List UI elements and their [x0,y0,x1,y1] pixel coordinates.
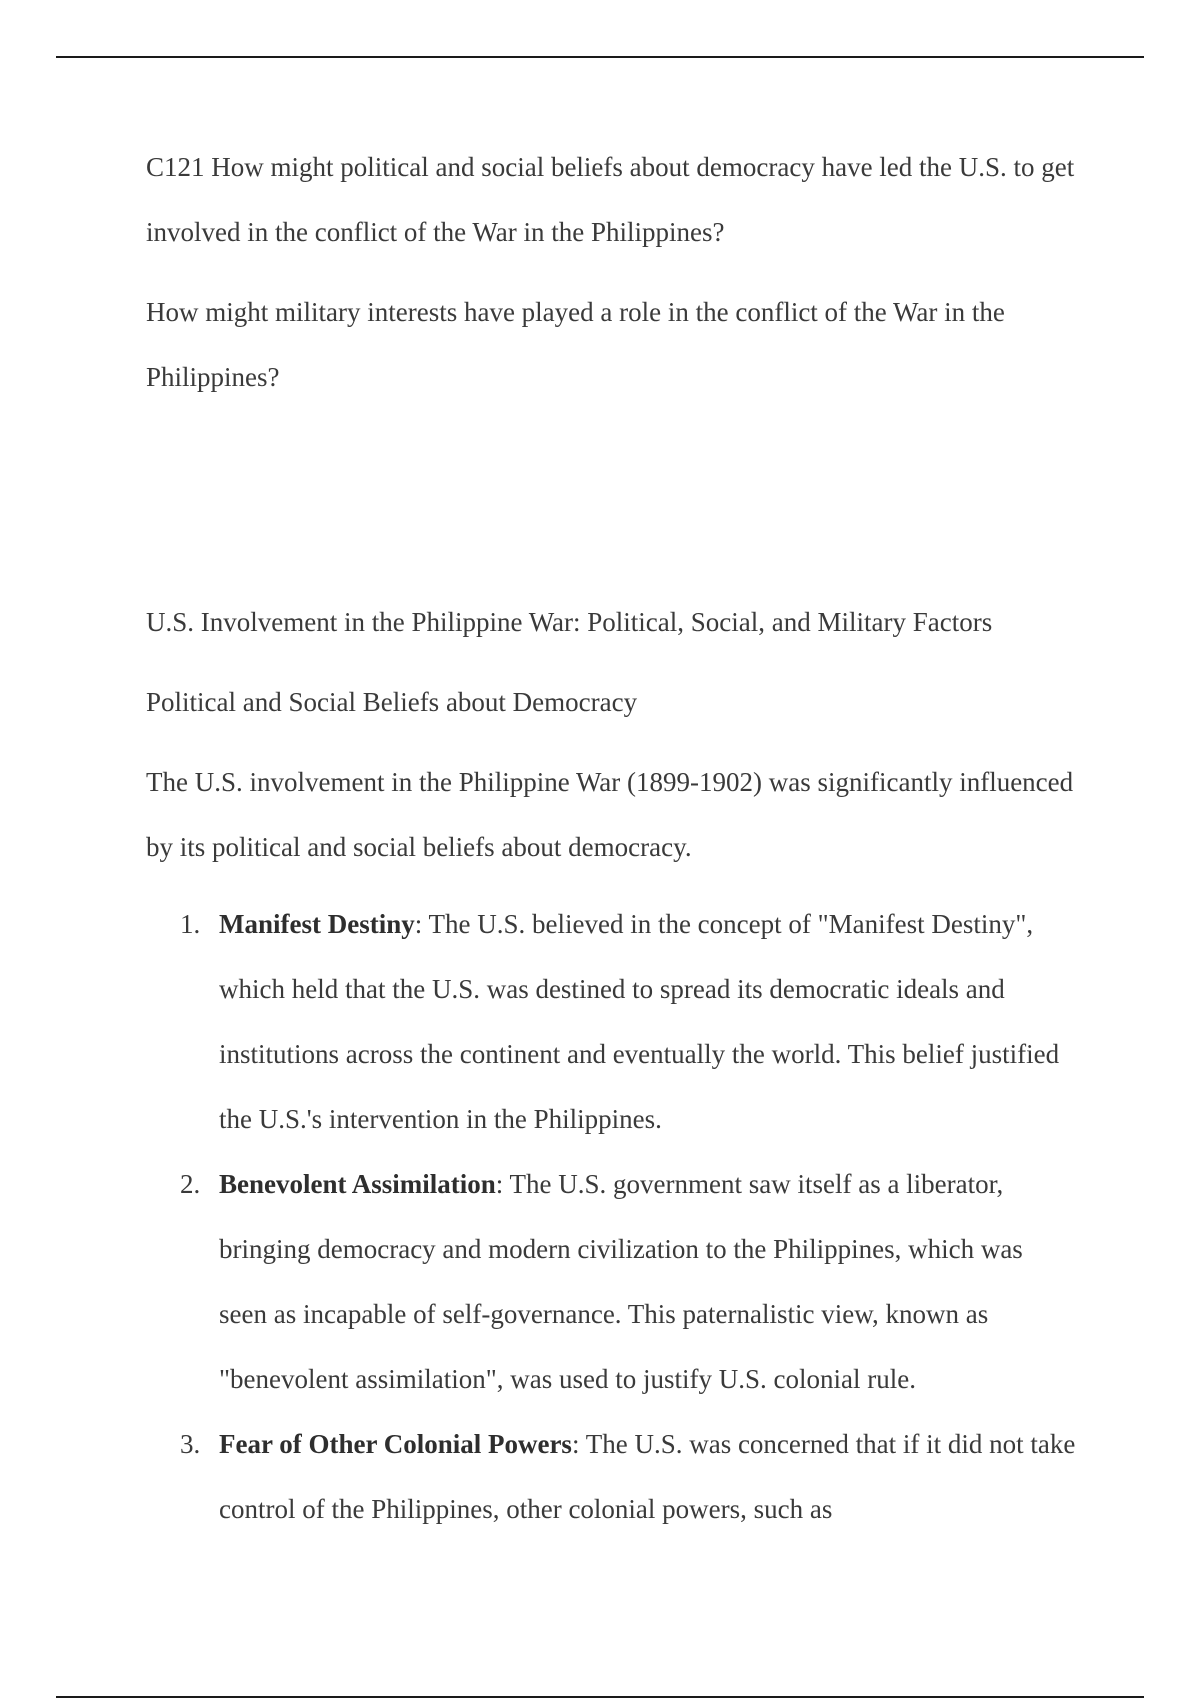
list-text: : The U.S. government saw itself as a liberator, bringing democracy and modern civilization to the Philippines, which was seen as incapable of self-governance. This paternalistic view, known as "benevolent assimilation", was used to justify U.S. colonial rule. [219,1169,1023,1394]
list-term: Manifest Destiny [219,909,415,939]
section-heading: Political and Social Beliefs about Democracy [146,687,638,717]
list-number: 2. [180,1169,201,1199]
header-rule [56,56,1144,58]
list-item [146,1152,1076,1412]
list-text: : The U.S. was concerned that if it did not take control of the Philippines, other colonial powers, such as [219,1429,1076,1524]
list-term: Benevolent Assimilation [219,1169,496,1199]
list-item [146,892,1076,1152]
list-text: : The U.S. believed in the concept of "Manifest Destiny", which held that the U.S. was destined to spread its democratic ideals and institutions across the continent and eventually the world. This belief justified the U.S.'s intervention in the Philippines. [219,909,1060,1134]
question-2: How might military interests have played a role in the conflict of the War in the Philippines? [146,297,1005,392]
list-number: 1. [180,909,201,939]
document-body [146,135,1076,1542]
list-item [146,1412,1076,1542]
factors-list [146,892,1076,1542]
list-term: Fear of Other Colonial Powers [219,1429,572,1459]
intro-paragraph: The U.S. involvement in the Philippine War (1899-1902) was significantly influenced by its political and social beliefs about democracy. [146,767,1074,862]
list-number: 3. [180,1429,201,1459]
question-1: C121 How might political and social beliefs about democracy have led the U.S. to get involved in the conflict of the War in the Philippines? [146,152,1075,247]
footer-rule [56,1696,1144,1698]
essay-title: U.S. Involvement in the Philippine War: Political, Social, and Military Factors [146,607,993,637]
